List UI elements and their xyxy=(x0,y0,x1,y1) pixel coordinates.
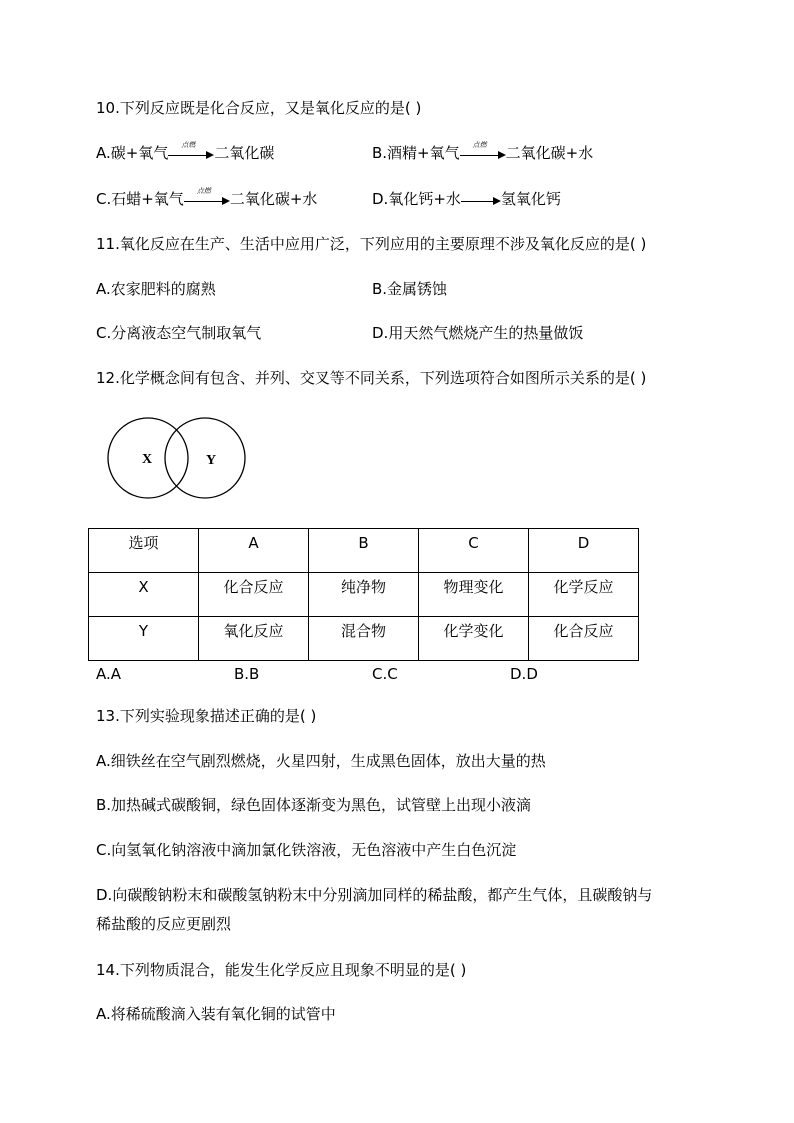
q10-option-a[interactable] xyxy=(96,140,275,163)
table-row xyxy=(89,573,639,617)
condition-label: 点燃 xyxy=(196,186,211,195)
condition-label: 点燃 xyxy=(181,140,196,149)
q13-option-b[interactable]: B.加热碱式碳酸铜，绿色固体逐渐变为黑色，试管壁上出现小液滴 xyxy=(96,796,532,814)
q11-option-d[interactable]: D.用天然气燃烧产生的热量做饭 xyxy=(372,324,584,342)
venn-circle-y xyxy=(165,418,245,498)
q12-option-a[interactable]: A.A xyxy=(96,665,122,683)
table-cell: C xyxy=(419,529,529,573)
table-cell: 化学反应 xyxy=(529,573,639,617)
q13-option-d-line1[interactable]: D.向碳酸钠粉末和碳酸氢钠粉末中分别滴加同样的稀盐酸，都产生气体，且碳酸钠与 xyxy=(96,886,653,904)
condition-label: 点燃 xyxy=(472,140,487,149)
q13-stem: 13.下列实验现象描述正确的是( ) xyxy=(96,707,317,725)
q11-option-a[interactable]: A.农家肥料的腐熟 xyxy=(96,280,216,298)
q12-option-b[interactable]: B.B xyxy=(234,665,260,683)
q12-option-d[interactable]: D.D xyxy=(510,665,538,683)
table-cell: A xyxy=(199,529,309,573)
q10-c-products: 二氧化碳+水 xyxy=(229,190,318,208)
q14-stem: 14.下列物质混合，能发生化学反应且现象不明显的是( ) xyxy=(96,961,467,979)
table-cell: D xyxy=(529,529,639,573)
reaction-arrow-icon xyxy=(168,140,214,161)
q11-option-c[interactable]: C.分离液态空气制取氧气 xyxy=(96,324,262,342)
options-table xyxy=(88,528,639,661)
table-cell: 混合物 xyxy=(309,617,419,661)
q11-option-b[interactable]: B.金属锈蚀 xyxy=(372,280,448,298)
venn-label-y: Y xyxy=(206,453,217,468)
reaction-arrow-icon xyxy=(460,140,506,161)
table-cell: Y xyxy=(89,617,199,661)
q10-option-b[interactable] xyxy=(372,140,594,163)
q10-d-products: 氢氧化钙 xyxy=(500,190,561,208)
q10-d-reactants: D.氧化钙+水 xyxy=(372,190,461,208)
q10-option-d[interactable] xyxy=(372,189,561,209)
q10-a-reactants: A.碳+氧气 xyxy=(96,144,169,162)
table-cell: 化合反应 xyxy=(529,617,639,661)
table-cell: 化合反应 xyxy=(199,573,309,617)
table-cell: 化学变化 xyxy=(419,617,529,661)
table-row xyxy=(89,617,639,661)
table-cell: 物理变化 xyxy=(419,573,529,617)
table-header-row xyxy=(89,529,639,573)
q13-option-c[interactable]: C.向氢氧化钠溶液中滴加氯化铁溶液，无色溶液中产生白色沉淀 xyxy=(96,841,517,859)
q10-b-products: 二氧化碳+水 xyxy=(505,144,594,162)
q13-option-d-line2[interactable]: 稀盐酸的反应更剧烈 xyxy=(96,915,232,933)
q12-stem: 12.化学概念间有包含、并列、交叉等不同关系，下列选项符合如图所示关系的是( ) xyxy=(96,369,647,387)
reaction-arrow-icon xyxy=(184,186,230,207)
q10-stem: 10.下列反应既是化合反应，又是氧化反应的是( ) xyxy=(96,99,422,117)
table-cell: X xyxy=(89,573,199,617)
table-cell: 选项 xyxy=(89,529,199,573)
q12-option-c[interactable]: C.C xyxy=(372,665,398,683)
table-cell: B xyxy=(309,529,419,573)
reaction-arrow-icon xyxy=(461,193,501,207)
q14-option-a[interactable]: A.将稀硫酸滴入装有氧化铜的试管中 xyxy=(96,1005,336,1023)
q10-a-products: 二氧化碳 xyxy=(214,144,275,162)
q10-c-reactants: C.石蜡+氧气 xyxy=(96,190,184,208)
q13-option-a[interactable]: A.细铁丝在空气剧烈燃烧，火星四射，生成黑色固体，放出大量的热 xyxy=(96,752,546,770)
table-cell: 纯净物 xyxy=(309,573,419,617)
q11-stem: 11.氧化反应在生产、生活中应用广泛，下列应用的主要原理不涉及氧化反应的是( ) xyxy=(96,235,647,253)
q10-option-c[interactable] xyxy=(96,186,318,209)
venn-diagram xyxy=(100,410,260,510)
q10-b-reactants: B.酒精+氧气 xyxy=(372,144,460,162)
venn-label-x: X xyxy=(142,452,153,467)
table-cell: 氧化反应 xyxy=(199,617,309,661)
